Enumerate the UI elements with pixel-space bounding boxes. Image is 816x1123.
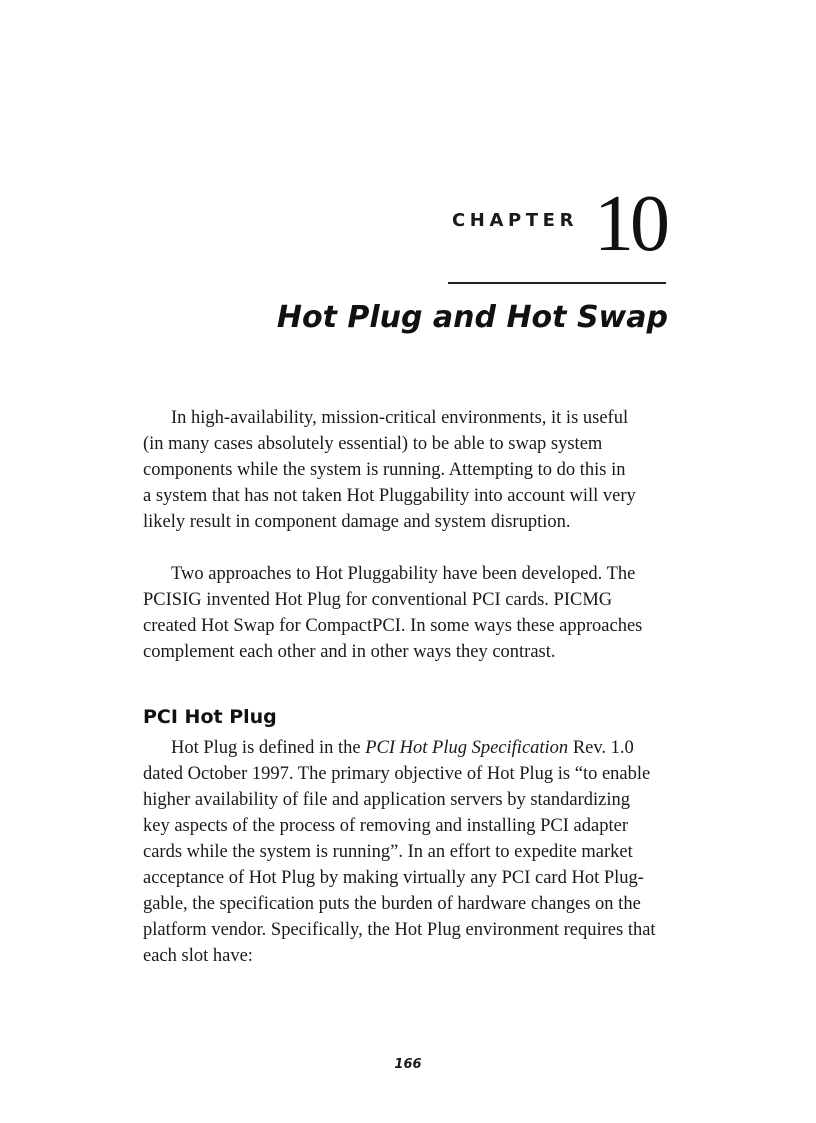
text-line: key aspects of the process of removing and installing PCI adapter xyxy=(143,816,628,836)
text-line: acceptance of Hot Plug by making virtually any PCI card Hot Plug- xyxy=(143,868,644,888)
text-line: PCISIG invented Hot Plug for conventional PCI cards. PICMG xyxy=(143,590,613,610)
text-line: gable, the specification puts the burden of hardware changes on the xyxy=(143,894,641,914)
paragraph-hot-plug xyxy=(143,735,691,969)
text-line xyxy=(143,735,691,761)
chapter-label: CHAPTER xyxy=(452,210,579,231)
chapter-title: Hot Plug and Hot Swap xyxy=(276,300,668,335)
text-line: In high-availability, mission-critical environments, it is useful xyxy=(171,408,629,428)
text-line: created Hot Swap for CompactPCI. In some ways these approaches xyxy=(143,616,643,636)
text-segment: Rev. 1.0 xyxy=(568,738,634,758)
text-segment: Hot Plug is defined in the xyxy=(171,738,366,758)
text-line: (in many cases absolutely essential) to be able to swap system xyxy=(143,434,603,454)
page-number: 166 xyxy=(394,1057,422,1072)
paragraph-intro xyxy=(143,405,691,535)
chapter-heading xyxy=(448,180,666,284)
text-line: each slot have: xyxy=(143,946,253,966)
chapter-number: 10 xyxy=(594,180,666,268)
text-line: likely result in component damage and system disruption. xyxy=(143,512,571,532)
text-line: complement each other and in other ways they contrast. xyxy=(143,642,556,662)
section-heading: PCI Hot Plug xyxy=(143,706,277,728)
text-line: Two approaches to Hot Pluggability have been developed. The xyxy=(171,564,636,584)
text-line: cards while the system is running”. In an effort to expedite market xyxy=(143,842,633,862)
text-line: dated October 1997. The primary objective of Hot Plug is “to enable xyxy=(143,764,651,784)
text-line: higher availability of file and application servers by standardizing xyxy=(143,790,631,810)
text-line: components while the system is running. Attempting to do this in xyxy=(143,460,626,480)
text-line: a system that has not taken Hot Pluggability into account will very xyxy=(143,486,636,506)
text-line: platform vendor. Specifically, the Hot Plug environment requires that xyxy=(143,920,656,940)
specification-title: PCI Hot Plug Specification xyxy=(365,738,569,758)
chapter-rule xyxy=(448,282,666,284)
paragraph-approaches xyxy=(143,561,691,665)
